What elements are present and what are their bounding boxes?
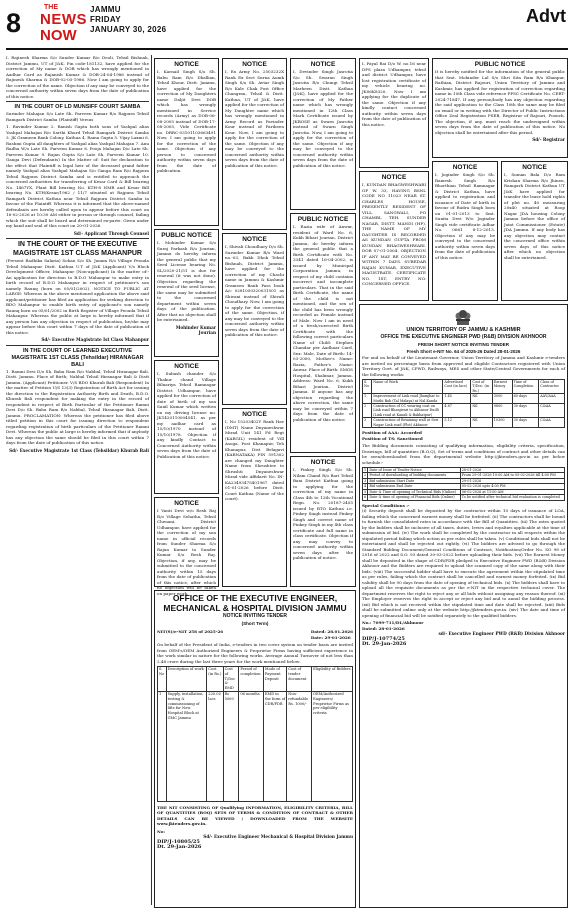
- notice-signature: Sd/- Executive Magistrate Ist Class Mahanpur: [41, 337, 149, 342]
- table-cell: 60 days: [512, 394, 539, 404]
- notice-signature: Sd/- Applicant Through Counsel: [73, 230, 149, 236]
- notice-body: I, KUNDAN BHAGWESHWARI OF W. 33, HAVING BSNL CODE NO 11023 NEAR ST. CHARLES HOUSE, PRESENTLY RESIDENT OF VILL. SANGWALI, PO CHAMBL TEH. SUNDER NAGAR, DISTT. MANDI (HP), THE NAME OF MY DAUGHTER IS RECORDED AS KUNDAN GUPTA FROM KUNDAN BHAGWESHWARI. DOB 07-01-2004. OBJECTION IF ANY MAY BE CONVEYED WITHIN 7 DAYS. SUBEDAR RAJAN KUMAR, EXECUTIVE MAGISTRATE. CERTIFICATE NO. 1ST, ENTRY NO. CONCERNED OFFICE.: [362, 182, 426, 286]
- table-cell: Bid submission End Date: [368, 484, 460, 489]
- table-cell: OEM/Authorized Engineers/ Proprietor Firms as per eligibility criteria: [312, 691, 353, 801]
- notice-title: NOTICE: [310, 459, 336, 466]
- dateline-date: JANUARY 30, 2026: [90, 25, 167, 34]
- table-cell: 06 months: [239, 691, 264, 801]
- table-cell: Nil: [471, 418, 492, 428]
- notice-subtitle: Surinder Mahajan S/o Late Sh. Parveen Kumar R/o Rajpura Tehsil Ramgarh District Samba (Plaintiff) Versus: [6, 111, 149, 122]
- notice-signature: Sd/- Executive Magistrate 1st Class (Tehsildar) Khurab Bali: [9, 447, 149, 453]
- notice-title: IN THE COURT OF LD MUNSIFF COURT SAMBA: [14, 104, 141, 110]
- masthead: [0, 0, 574, 52]
- tender-bidding-para: The Bidding documents consisting of qualifying information, eligibility criteria, specification, Drawings, bill of quantities (B.O.Q), Set of terms and conditions of contract and other details can be seen/downloaded from the departmental website http://jktenders.gov.in as per below schedule:-: [362, 443, 565, 465]
- notice-title: NOTICE: [174, 363, 199, 370]
- government-emblem-icon: [452, 307, 474, 327]
- notice-title: NOTICE: [522, 164, 547, 171]
- table-cell: 6: [364, 495, 367, 500]
- newspaper-logo: [30, 4, 87, 44]
- table-header-cell: S. No: [158, 667, 167, 692]
- notice-signature: Mohinder Kumar Jourian: [175, 324, 216, 335]
- logo-news: NEWS: [40, 11, 87, 28]
- dateline-day: FRIDAY: [90, 15, 121, 24]
- table-cell: 220.00 lacs: [207, 691, 223, 801]
- notice-body: I, Mohinder Kumar S/o Suraj Parkash R/o Jourian, Jammu do hereby inform the general public that my Seed License bearing No. SL/2020-21/51 is due for renewal (it was not done). Objection regarding the renewal of the seed license, the same may be submitted to the concerned department within seven days of the publication. After that no objection shall be entertained.: [157, 240, 216, 322]
- notice-title: NOTICE: [174, 500, 199, 507]
- notice-box: [359, 58, 429, 168]
- notice-title: NOTICE: [381, 174, 407, 181]
- tender-signature: sd/- Executive Engineer PWD (R&B) Division Akhnoor: [438, 631, 565, 636]
- nit-intro: On behalf of the President of India, e-tenders in two cover system on tender basis are invited from OEM's/OEM Authorized Engineers & Proprietor Firms having sufficient experience in the work similar in nature for the following works. Average Annual Turnover of not less than 2.48 crore during the last three years for the work mentioned below:: [157, 642, 353, 664]
- table-cell: Construction of CC wearing coat on Link road Bhanjwari to Akhnoor Dudli (Link road at Kanali & Bakhatpur): [372, 404, 443, 418]
- section-label: Advt: [526, 6, 566, 26]
- table-cell: Date & time of opening of Financial Bids (Online): [368, 495, 460, 500]
- table-cell: Construction of Retaining wall at Seri Nagar Link road (Plot) Akhnoor: [372, 418, 443, 428]
- table-header-cell: S. No: [363, 380, 372, 394]
- table-cell: Date of Issue of Tender Notice: [368, 468, 460, 473]
- nit-subtitle: (Short Term): [241, 621, 269, 626]
- notice-title: IN THE COURT OF LEARNED EXECUTIVE MAGISTRATE 1ST CLASS (Tehsildar) HIRANAGAR BALI: [11, 347, 144, 368]
- table-header-cell: Name of Work: [372, 380, 443, 394]
- notice-box: [290, 213, 356, 453]
- notice-box: [222, 408, 287, 587]
- notice-title: NOTICE: [242, 236, 267, 243]
- tender-dip-date: Dt. 29-Jan-2026: [362, 641, 407, 647]
- table-header-cell: Cost of T/Doc. (in Rs.): [471, 380, 492, 394]
- notice-body: (Present Radhika Salaria) Sohan S/o Sh. Janam R/o Village Peouda Tehsil Mahanpur Distt. Kathua U.T of J&K (Applicant) V/s Block Development Officer, Mahanpur (Non-applicant) In the matter of:- An application for direction to B.D.O Mahanpur to make entry in birth record of B.D.O Mahanpur in respect of petitioner's son namely Raunq (born on 05/01/2002). NOTICE TO PUBLIC AT LARGE: Whereas in the above mentioned application the above said applicant/petitioner has filed an application for seeking direction to BDO Mahanpur to enable birth entry of applicant's son namely Raunq born on 05/01/2002 in Birth Register of Village Peouda Tehsil Mahanpur. Whereas the public at large is hereby informed that if any person has any objection in respect of publication, he/she may appear before this court within 7 days of the date of publication of this notice.: [6, 258, 149, 335]
- table-cell: 5.12: [443, 418, 471, 428]
- table-header-cell: Class of Contractor: [539, 380, 565, 394]
- notice-box: [290, 58, 356, 210]
- notice-body: I, Payal Rai D/o W. no.16 near DPS plaza Udhampur, tehsil and district Udhampur, have lost registration certificate of my vehicle bearing no. JK06K8320. Now I am applying for the duplicate of the same. Objection if any kindly contact concerned authority within seven days from the date of publication of this notice.: [362, 61, 426, 127]
- notice-body: I, Razia wife of Anwar, resident of Ward No. 6, Kukh Bihari Jourian, District Jammu, do hereby inform the general public that a Birth Certificate with No. 3341 dated 16-04-2002, is issued by Municipal Corporation Jammu, in respect of my child contains incorrect and incomplete particulars. That in the said Birth Certificate, the name of the child is not mentioned, and the sex of the child has been wrongly recorded as Female instead of Male. Now I am in need of a fresh/corrected Birth Certificate with the following correct particulars Name of Child: Stephen Chandar per Aadhaar Card, Sex: Male, Date of Birth: 14-03-2000, Mother's Name: Razia, Father's Name: Anwar. Place of Birth: SMGS Hospital, Shalimar, Jammu. Address: Ward No. 6, Kukh Bihari Jourian, District Jammu. If anyone has any objection regarding the above correction, the same may be conveyed within 7 days from the date of publication of this notice.: [293, 224, 353, 422]
- tender-dip: DIP/J-10774/25: [362, 635, 405, 642]
- notice-box: [154, 229, 219, 357]
- table-cell: Date & Time of opening of Technical Bids (Online): [368, 489, 460, 494]
- notice-body: I, Suman Bala D/o Ram Krishan Sharma R/o Jhineu, Ramgarh District Kathua UT J&K have applied for transfer the lease hold rights of plot no. 40 measuring 20x40 situated at Roop Nagar JDA housing Colony Jammu before the office of Joint Commissioner (Estate) JDA Jammu. If any body has any objection may contact the concerned office within seven days of this notice after which no objection shall be entertained.: [504, 172, 565, 260]
- table-cell: 5: [364, 489, 367, 494]
- table-cell: Period of downloading of bidding documents: [368, 473, 460, 478]
- notice-body: I, Ex Army No. 2503232X Rank Ex Sect Surna Aumk Singh S/o Sh. Avtar Singh R/o Kale Chak Post Office Changran, Tehsil & Distt. Kathua, UT of J&K, have applied for the correction of My Daughter name which has wrongly mentioned in Army Record as Pavinder Kour instead of Paribeen Kour. Now, I am going to apply for the correction of the same. Objection if any may be conveyed to the concerned authority within seven days from the date of publication of this notice.: [225, 69, 284, 168]
- notice-title: NOTICE: [452, 164, 478, 171]
- header-rule: [6, 48, 568, 50]
- notice-body: I, Shivali Choudhary D/o Sh. Surinder Kumar R/o Ward no.-03, Bakh Dhok Tehsil Bishnah, District Jammu, have applied for the correction of my Chachi name in Jammu & Kashmir Grameen Bank Pass book A/c 0281050320031501 as Shivani instead of Shivali Choudhary. Now, I am going to apply for the correction of the same. Objection, if any may be conveyed to the concerned authority within seven days from the date of publication of this notice.: [225, 244, 284, 337]
- logo-the: THE: [44, 4, 58, 11]
- tender-works-table: [362, 379, 565, 428]
- notice-box: [501, 161, 568, 301]
- table-cell: Non-refundable Rs. 1000/-: [287, 691, 312, 801]
- table-cell: 9800: [492, 404, 512, 418]
- table-cell: C&AA: [539, 418, 565, 428]
- table-cell: Rs 5000: [223, 691, 239, 801]
- notice-box: [222, 58, 287, 230]
- notice-body: I, Subash chander S/o Thakur chand Village Bilnariya Tehsil Ramnagar District Udhampur, have applied for the correction of date of birth of my son Sunil Kumar which written on my driving license no. JK1420110004541, as per my aadhar card as 15/10/1970 instead of 15/10/1978. Objection if any kindly Contact to Concerned Authority within seven days from the date of Publication of this notice.: [157, 371, 216, 459]
- tender-nit-title: FRESH SHORT NOTICE INVITING TENDER: [417, 342, 509, 347]
- notice-body: I, No 15203402Y Rank Hav (DMT) Name Dnyaneshwar Mirad Unit 141 Fd Regt (KARGIL) resident of Vill Asoga, Post Khanapur, Teh Khanapur, Dist Belagavi (KARNATAKA) PIN 591302 are changed my Daughter Name from Shrushtee to Shrushti Dnyaneshwar Mirad vide Affidavit No. IN-KA23493475401967 dated 01-01-2026 before Distt. Court Kathua (Name of the court).: [225, 419, 284, 501]
- notice-title: NOTICE: [242, 411, 267, 418]
- column-1: [6, 55, 149, 905]
- notice-body: I, Joginder Singh S/o Sh. Ramesh Singh R/o Bhorthian Tehsil Ramnagar & District Kathua, have applied to registration and issuance of Date of birth in favour of Rudra Singh born on 01-01-2013 to Smt. Sunita Devi W/o Joginder Singh vide certificate Adhar No. 0661 8-12-2013. Objection if any may be conveyed to the concerned authority within seven days from the date of publication of this notice.: [435, 172, 495, 260]
- table-row: [363, 404, 565, 418]
- notice-body: I, Karnail Singh S/o Sh. Babu Ram R/o Dhallian, Tehsil Khour, Distt. Jammu, have applied for the correction of My Daughters name Daljit Devi DOB which has wrongly mentioned in Service records (Army) as DOB-06-08-2005 instead of DOB-17-08-2005, Vide Certificate no. DRRC-03101103663491 Now, I am going to apply for the correction of the same. Objection if any person to concerned authority within seven days from the date of publication.: [157, 69, 216, 173]
- table-cell: C&AA: [539, 404, 565, 418]
- notice-box: [154, 58, 219, 226]
- tender-notice-mechanical: [154, 590, 356, 908]
- tender-ref-no: No.: 7099-711/DL/Akhnoor: [362, 620, 424, 625]
- schedule-row: [363, 473, 565, 478]
- tender-schedule-table: [362, 467, 565, 500]
- table-cell: AAY/AAA: [539, 394, 565, 404]
- table-header-cell: Cost of tender document: [287, 667, 312, 692]
- table-cell: Supply, installation, testing & commissioning of lifts for New Hospital Block at GMC Jammu: [166, 691, 207, 801]
- special-conditions-title: Special Conditions :-: [362, 502, 410, 508]
- notice-box: [359, 171, 429, 301]
- table-cell: 3000: [492, 394, 512, 404]
- notice-title: NOTICE: [310, 61, 336, 68]
- table-header-cell: Cost (in Rs.): [207, 667, 223, 692]
- table-cell: Improvement of Link road Jhamjhar to Muthi Bah (Tal Malaya) at Nal Kanda: [372, 394, 443, 404]
- table-cell: 2: [364, 473, 367, 478]
- notice-box: [432, 161, 498, 301]
- table-cell: EMD in the form of CDR/FDR: [263, 691, 286, 801]
- notice-title: NOTICE: [242, 61, 267, 68]
- notice-body: I, Pinkey Singh S/o Sh. Nilam Chand R/o Bari Tehsil Bani District Kathua going to applying for the correction of my name in Class 4th to 12th Vocational Regn. No. 20187-2455 issued by RTO Kathua i.e. Pinkey Singh instead Pinkey Singh and correct name of Pinkey Singh in my 4th class certificate and full name in class certificate. Objection if any may convey to concerned authority within seven days after the publication of notice.: [293, 467, 353, 560]
- notice-body: 1. Ramni Devi D/o Sh. Babu Ram R/o Nabbal, Tehsil Hiranagar Bali, Distt. Jammu. Place of Birth; Nabbal Tehsil Hiranagar Bali & Distt Jammu. (Applicant) Petitioner. V/S BDO Khurab Bali (Respondent) In the matter of Petition U/S 13(3) Registration of Birth Act for issuing the direction to the Registration Authority Birth and Death, B.D.O. Khurab Bali respondent for making the entry in the record of respondent in respect of Birth Particular of the Petitioner Ramni Devi D/o Sh. Babu Ram R/o Nabbal, Tehsil Hiranagar Bali, Distt. Jammu. PROCLAMATION: Whereas the petitioner has filed above titled petition in this court for issuing direction to respondent regarding registration of birth particulars of the Petitioner Ramni Devi. Whereas the public at large is hereby informed that if anybody has any objection the same should be filed in this court within 7 days from the date of publication of this notice.: [6, 368, 149, 445]
- position-aaa: Position of AAA: Accorded: [362, 430, 422, 436]
- notice-body: I Vanti Devi w/o Resh Raj R/o Village Sehatha, Tehsil Chenani, District Udhampur, have applied for the correction of my son name in official records from Sunder Sharma S/o Rajan Kumar to Sunder Kumar S/o Resh Raj. Objection, if any, may be submitted to the concerned authority within 15 days from the date of publication of this notice, after which no objection will be taken on paper work.: [157, 508, 216, 596]
- nit-date2: Date: 29-01-2026: [310, 634, 351, 640]
- table-cell: To be notified after technical bid evaluation is completed: [460, 495, 564, 500]
- table-cell: 30 days: [512, 418, 539, 428]
- table-cell: 4.87: [443, 404, 471, 418]
- table-cell: 06-02-2026 at 11:00 AM: [460, 489, 564, 494]
- tender-org: UNION TERRITORY OF JAMMU & KASHMIR: [406, 327, 521, 333]
- position-ts: Position of TS: Sanctioned: [362, 435, 423, 441]
- table-header-cell: Mode of Payment Deposit: [263, 667, 286, 692]
- notice-title: PUBLIC NOTICE: [161, 232, 212, 239]
- notice-body: I, Rajinesh Sharma S/o Sunder Kumar R/o Deoli, Tehsil Bishnah, District Jammu, UT of J&K, Pin code-181132, have applied for the correction of My name & DOB which has wrongly mentioned in Aadhar Card as Rajanish Kumar & DOB-24-04-1986 instead of Rajinesh Sharma & DOB-02-05-1986. Now I am going to apply for the correction of the name. Objection if any may be conveyed to the concerned authority within seven days from the date of publication of this notice.: [6, 55, 149, 99]
- table-cell: 3: [363, 418, 372, 428]
- table-cell: Nil: [471, 404, 492, 418]
- logo-now: NOW: [40, 27, 77, 44]
- table-header-cell: Eligibility of Bidders: [312, 667, 353, 692]
- nit-works-table: [157, 666, 353, 802]
- table-cell: 28-01-2026: [460, 468, 564, 473]
- table-header-cell: Advertised Cost (in lacs): [443, 380, 471, 394]
- table-cell: Bid submission Start Date: [368, 478, 460, 483]
- tender-intro: For and on behalf of the Lieutenant Governor, Union Territory of Jammu and Kashmir e-tenders are invited on percentage basis from approved and eligible Contractors registered with Union Territory Govt. of J&K, CPWD, Railways, MES and other State/Central Governments for each of the following works:: [362, 355, 565, 377]
- table-cell: 1: [158, 691, 167, 801]
- table-cell: 30 days: [512, 404, 539, 418]
- page-number: 8: [6, 8, 22, 38]
- table-cell: 3: [364, 478, 367, 483]
- notice-box: [222, 233, 287, 405]
- notice-box: [432, 58, 568, 158]
- tender-office: OFFICE THE EXECUTIVE ENGINEER PWD (R&B) DIVISION AKHNOOR: [380, 334, 547, 340]
- special-conditions-body: (i) Security deposit shall be deposited by the contractor within 10 days of issuance of LOA, failing which the concerned earnest money shall be forfeited. (ii) The contractors shall be bound to furnish the consolidated rates in accordance with the Bill of Quantities. (iii) The rates quoted by the bidders shall be inclusive of all taxes, duties, levies and royalties applicable at the time of submission of bid. (iv) The work shall be completed by the contractor in all respects within the stipulated period failing which action as per rules shall be taken. (v) Conditional bids shall not be entertained and shall be rejected out rightly. (vi) The bidders are advised to go through the Standard Bidding Document/General Conditions of Contract, Notification/Order No. SO 98 of 2016 of 2022 and S.O. 93 dated 30-03-2022 before uploading their bids. (vii) The Earnest Money shall be deposited in the shape of CDR/FDR pledged to Executive Engineer PWD (R&B) Division Akhnoor and the Bidders are required to upload the scanned copy of the same along with their bids. (viii) The successful bidder shall have to execute the agreement within the stipulated time as per rules, failing which the contract shall be cancelled and earnest money forfeited. (ix) Bid validity shall be 90 days from the date of opening of technical bids. (x) The bidders shall have to upload all the requisite documents as per the e-NIT in the respective technical cover. The department reserves the right to reject any or all bids without assigning any reason thereof. (xi) The Employer reserves the right to accept or reject any bid and to annul the bidding process. (xii) Bid which is not received within the stipulated time and date shall be rejected. (xiii) Bids shall be submitted online only at the website http://jktenders.gov.in. (xiv) The date and time of opening of financial bid will be notified separately to the qualified bidders.: [362, 508, 565, 618]
- table-row: [363, 394, 565, 404]
- table-cell: 1: [364, 468, 367, 473]
- notice-body: It is hereby notified for the information of the general public that Smt. Mohinder Lal S/o Shri Sita Ram R/o Khanpur, Rathian, District Rajouri, Union Territory of Jammu and Kashmir, has applied for registration of correction regarding name in 10th Class vide reference PPSC Certificate No. CERT-2024-71847. If any person/body has any objection regarding the said application to the Class 10th the same may be filed on email or in writing with the Director of Public Instructions Office Zeal Registration PSEB, Registrar of Rajouri, Poonch. The objection, if any, must reach the undersigned within seven days from the date of publication of this notice. No objection shall be entertained after this period.: [435, 69, 565, 135]
- table-cell: 1: [363, 394, 372, 404]
- table-row: [158, 691, 353, 801]
- notice-title: PUBLIC NOTICE: [297, 216, 349, 223]
- nit-dated: Dated: 28.01.2026: [310, 629, 353, 634]
- notice-box: [154, 497, 219, 596]
- nit-title: NOTICE INVITING TENDER: [223, 613, 287, 619]
- table-cell: 4: [364, 484, 367, 489]
- table-header-cell: Description of work: [166, 667, 207, 692]
- nit-number: NIT(S)/e-NIT 258 of 2025-26: [157, 629, 224, 634]
- notice-box: [154, 360, 219, 494]
- notice-title: NOTICE: [174, 61, 199, 68]
- nit-office: OFFICE OF THE EXECUTIVE ENGINEER, MECHANICAL & HOSPITAL DIVISION JAMMU: [163, 593, 347, 613]
- notice-title: IN THE COURT OF THE EXECUTIVE MAGISTRATE 1ST CLASS MAHANPUR: [13, 241, 142, 257]
- table-header-cell: Time of Completion: [512, 380, 539, 394]
- dateline: [90, 5, 166, 35]
- nit-signature: Sd/- Executive Engineer Mechanical & Hospital Division Jammu: [203, 834, 353, 840]
- table-cell: 05-02-2026 upto 4:00 PM: [460, 484, 564, 489]
- schedule-row: [363, 495, 565, 500]
- table-cell: 29-01-2026: [460, 478, 564, 483]
- tender-notice-pwd: [359, 304, 568, 908]
- notice-title: PUBLIC NOTICE: [474, 61, 526, 68]
- table-header-cell: Cost of T/Doc & EMD: [223, 667, 239, 692]
- table-header-cell: Period of completion: [239, 667, 264, 692]
- table-header-cell: Earnest Money: [492, 380, 512, 394]
- table-cell: 2: [363, 404, 372, 418]
- table-cell: From 29-01-2026 10:00 AM to 05-02-2026 till 4:00 PM: [460, 473, 564, 478]
- nit-dip: DIP/J-10805/25: [157, 838, 200, 845]
- notice-signature: Sd/- Registrar: [532, 137, 565, 142]
- nit-no: No:: [157, 828, 165, 834]
- table-cell: 10300: [492, 418, 512, 428]
- table-cell: Nil: [471, 394, 492, 404]
- nit-dip-date: Dt. 29-Jan-2026: [157, 844, 202, 851]
- table-row: [363, 418, 565, 428]
- notice-box: [290, 456, 356, 587]
- notice-body: 1. Ravinder Kumar 2. Banish Gupta both sons of Yashpal alias Yashpal Mahajan R/o Sarthi Khurd Tehsil Ramgarh District Samba 3. JK Grameen Bank Colony, Kathua 4. Rama Gupta 5. Vijay Laxmi 6. Rashmi Gupta all daughters of Yashpal alias Yashpal Mahajan 7. Anu Radha W/o Late Sh. Parveen Kumar 8. Pooja Mahajan D/o Late Sh. Parveen Kumar 9. Rajan Gupta S/o Late Sh. Parveen Kumar 10. Ganga Devi (Defendants) In the Matter of: Suit for declaration to the effect that Plaintiff is legal heir of the deceased grand father namely Yashpal alias Yashpal Mahajan S/o Ganga Ram R/o Rajpura Tehsil Rajpura District Samba and is entitled to approach the concerned authorities for transferring of Kesar Card & Bill bearing No. 1467YX, Plant Bill bearing No. KTH-8 NMR and Kesar Bill bearing No. KTH/Kesar/1962 / 11/7 situated at Rajpura Tehsil Ramgarh District Kathua near Tehsil Rajpura District Samba in favour of the Plaintiff. Whereas it is informed that the above-named defendants are hereby called upon to appear before this court on 16-02-2026 at 10:30 AM either in person or through counsel, failing which the suit shall be heard and determined ex-parte. Given under my hand and seal of this court on 20-01-2026.: [6, 124, 149, 228]
- table-cell: 1.45: [443, 394, 471, 404]
- notice-body: I, Devinder Singh Jasrotia S/o Sh. Swaran Singh Jasrotia R/o Chungi Tehsil Marheen Distt. Kathua (J&K), have applied for the correction of My Father name which has wrongly mentioned in 12th Class Mark Certificate issued by JKBOSE as Swarn Jasrotia instead of Swarn Singh Jasrotia. Now, I am going to apply for the correction of the same. Objection if any may be conveyed to the concerned authority within seven days from the date of publication of this notice.: [293, 69, 353, 168]
- tender-ref-date: Dated: 28-01-2026: [362, 625, 405, 631]
- dateline-city: JAMMU: [90, 5, 121, 14]
- column-divider: [151, 55, 152, 905]
- tender-nit-number: Fresh Short e-NIT No. 64 of 2025-26 Dated 28-01-2026: [406, 349, 521, 354]
- nit-footer: THE NIT CONSISTING OF Qualifying INFORMATION, ELIGIBILITY CRITERIA, BILL OF QUANTITIES (BOQ) SETS OF TERMS & CONDITION OF CONTRACT & OTHER DETAILS CAN BE VIEWED / DOWNLOADED FROM THE WEBSITE www.jktenders.gov.in.: [157, 804, 353, 827]
